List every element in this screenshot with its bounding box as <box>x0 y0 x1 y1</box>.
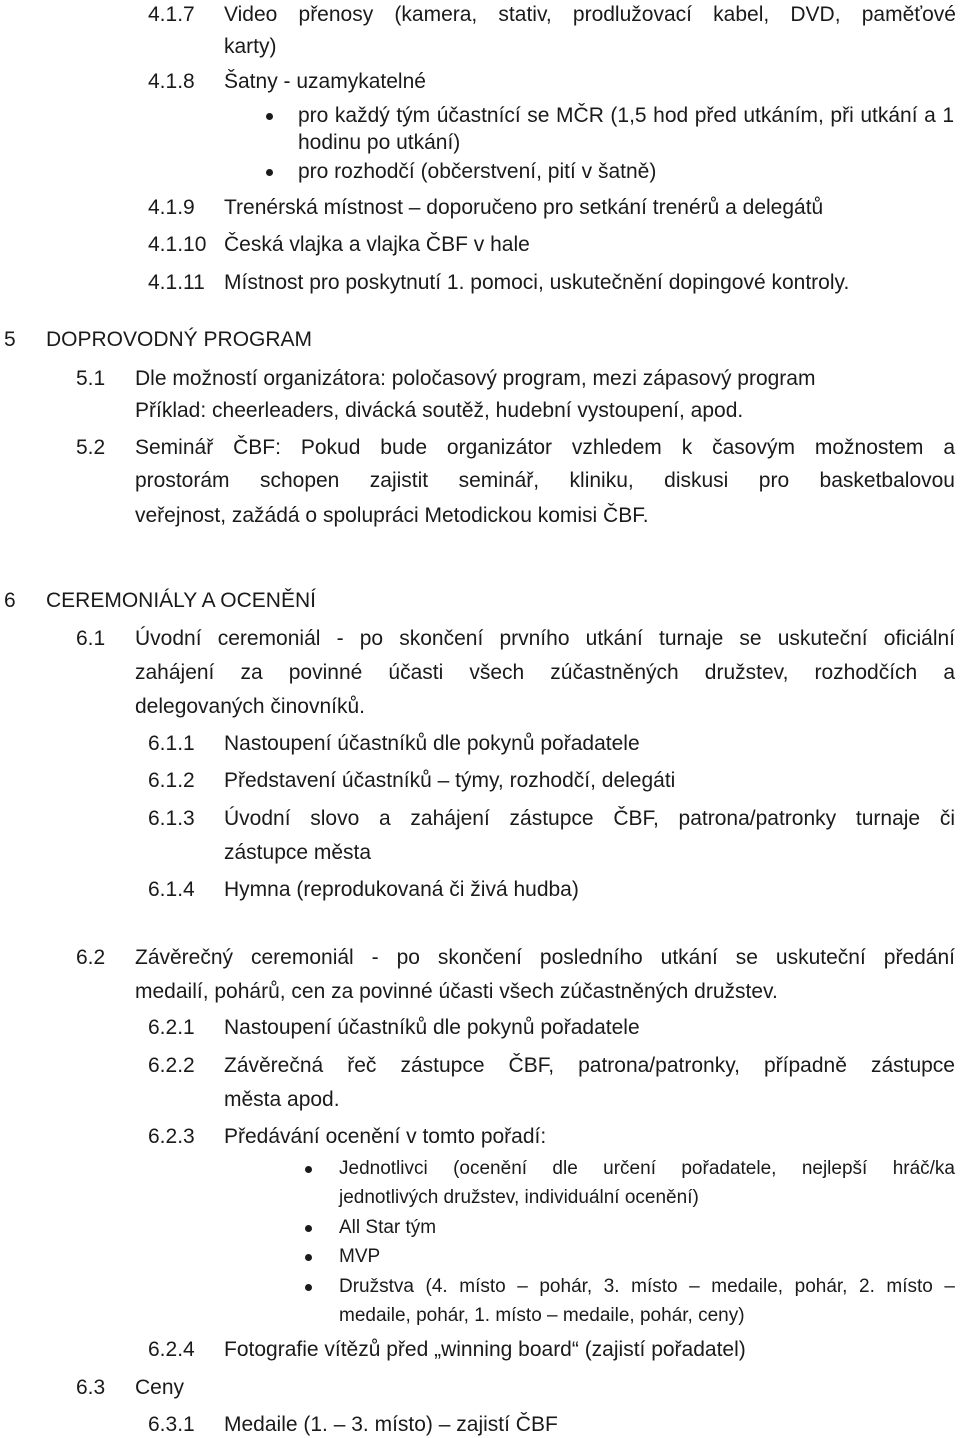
item-number: 4.1.8 <box>148 70 195 93</box>
item-text: Fotografie vítězů před „winning board“ (zajistí pořadatel) <box>224 1338 746 1361</box>
bullet-icon <box>305 1254 312 1261</box>
item-text: Předávání ocenění v tomto pořadí: <box>224 1125 547 1148</box>
item-number: 5.1 <box>76 367 106 390</box>
item-number: 6.3 <box>76 1376 106 1399</box>
item-text: zástupce města <box>224 841 372 864</box>
item-number: 4.1.10 <box>148 233 207 256</box>
list-item: jednotlivých družstev, individuální ocenění) <box>339 1187 699 1208</box>
item-number: 6.1.2 <box>148 769 195 792</box>
item-text: Závěrečný ceremoniál - po skončení posledního utkání se uskuteční předání <box>135 946 955 969</box>
item-text: Česká vlajka a vlajka ČBF v hale <box>224 233 530 256</box>
list-item: All Star tým <box>339 1217 437 1238</box>
item-text: Nastoupení účastníků dle pokynů pořadatele <box>224 732 640 755</box>
item-text: Místnost pro poskytnutí 1. pomoci, uskutečnění dopingové kontroly. <box>224 271 850 294</box>
item-text: Trenérská místnost – doporučeno pro setkání trenérů a delegátů <box>224 196 824 219</box>
section-number: 6 <box>4 589 16 612</box>
list-item: Jednotlivci (ocenění dle určení pořadatele, nejlepší hráč/ka <box>339 1158 955 1179</box>
item-text: zahájení za povinné účasti všech zúčastněných družstev, rozhodčích a <box>135 661 955 684</box>
item-text: Představení účastníků – týmy, rozhodčí, delegáti <box>224 769 676 792</box>
bullet-icon <box>266 169 273 176</box>
item-text: Závěrečná řeč zástupce ČBF, patrona/patronky, případně zástupce <box>224 1054 955 1077</box>
bullet-icon <box>305 1166 312 1173</box>
item-number: 6.2.3 <box>148 1125 195 1148</box>
item-number: 6.1.4 <box>148 878 195 901</box>
item-number: 6.2 <box>76 946 106 969</box>
item-text: veřejnost, zažádá o spolupráci Metodickou komisi ČBF. <box>135 504 649 527</box>
item-number: 5.2 <box>76 436 106 459</box>
item-text: Medaile (1. – 3. místo) – zajistí ČBF <box>224 1413 558 1436</box>
bullet-icon <box>305 1284 312 1291</box>
item-text: Video přenosy (kamera, stativ, prodlužovací kabel, DVD, paměťové <box>224 3 956 26</box>
item-number: 6.3.1 <box>148 1413 195 1436</box>
list-item: pro každý tým účastnící se MČR (1,5 hod před utkáním, při utkání a 1 <box>298 104 954 127</box>
item-number: 6.1 <box>76 627 106 650</box>
list-item: medaile, pohár, 1. místo – medaile, pohár, ceny) <box>339 1305 745 1326</box>
section-heading: DOPROVODNÝ PROGRAM <box>46 328 313 351</box>
item-number: 4.1.11 <box>148 271 205 294</box>
item-text: města apod. <box>224 1088 340 1111</box>
list-item: pro rozhodčí (občerstvení, pití v šatně) <box>298 160 657 183</box>
item-text: Dle možností organizátora: poločasový program, mezi zápasový program <box>135 367 816 390</box>
item-number: 4.1.7 <box>148 3 195 26</box>
item-number: 4.1.9 <box>148 196 195 219</box>
item-number: 6.2.2 <box>148 1054 195 1077</box>
item-text: delegovaných činovníků. <box>135 695 365 718</box>
list-item: MVP <box>339 1246 381 1267</box>
item-text: Seminář ČBF: Pokud bude organizátor vzhledem k časovým možnostem a <box>135 436 955 459</box>
bullet-icon <box>305 1225 312 1232</box>
item-number: 6.2.4 <box>148 1338 195 1361</box>
subsection-heading: Ceny <box>135 1376 185 1399</box>
item-text: Šatny - uzamykatelné <box>224 70 426 93</box>
bullet-icon <box>266 113 273 120</box>
item-text: medailí, pohárů, cen za povinné účasti všech zúčastněných družstev. <box>135 980 778 1003</box>
list-item: Družstva (4. místo – pohár, 3. místo – medaile, pohár, 2. místo – <box>339 1276 955 1297</box>
item-text: Hymna (reprodukovaná či živá hudba) <box>224 878 579 901</box>
item-number: 6.2.1 <box>148 1016 195 1039</box>
item-text: Úvodní ceremoniál - po skončení prvního utkání turnaje se uskuteční oficiální <box>135 627 955 650</box>
item-number: 6.1.1 <box>148 732 195 755</box>
item-text: prostorám schopen zajistit seminář, kliniku, diskusi pro basketbalovou <box>135 469 955 492</box>
item-text: Úvodní slovo a zahájení zástupce ČBF, patrona/patronky turnaje či <box>224 807 955 830</box>
section-heading: CEREMONIÁLY A OCENĚNÍ <box>46 589 316 612</box>
item-number: 6.1.3 <box>148 807 195 830</box>
item-text: karty) <box>224 35 277 58</box>
list-item: hodinu po utkání) <box>298 131 461 154</box>
item-text: Příklad: cheerleaders, divácká soutěž, hudební vystoupení, apod. <box>135 399 744 422</box>
section-number: 5 <box>4 328 16 351</box>
item-text: Nastoupení účastníků dle pokynů pořadatele <box>224 1016 640 1039</box>
